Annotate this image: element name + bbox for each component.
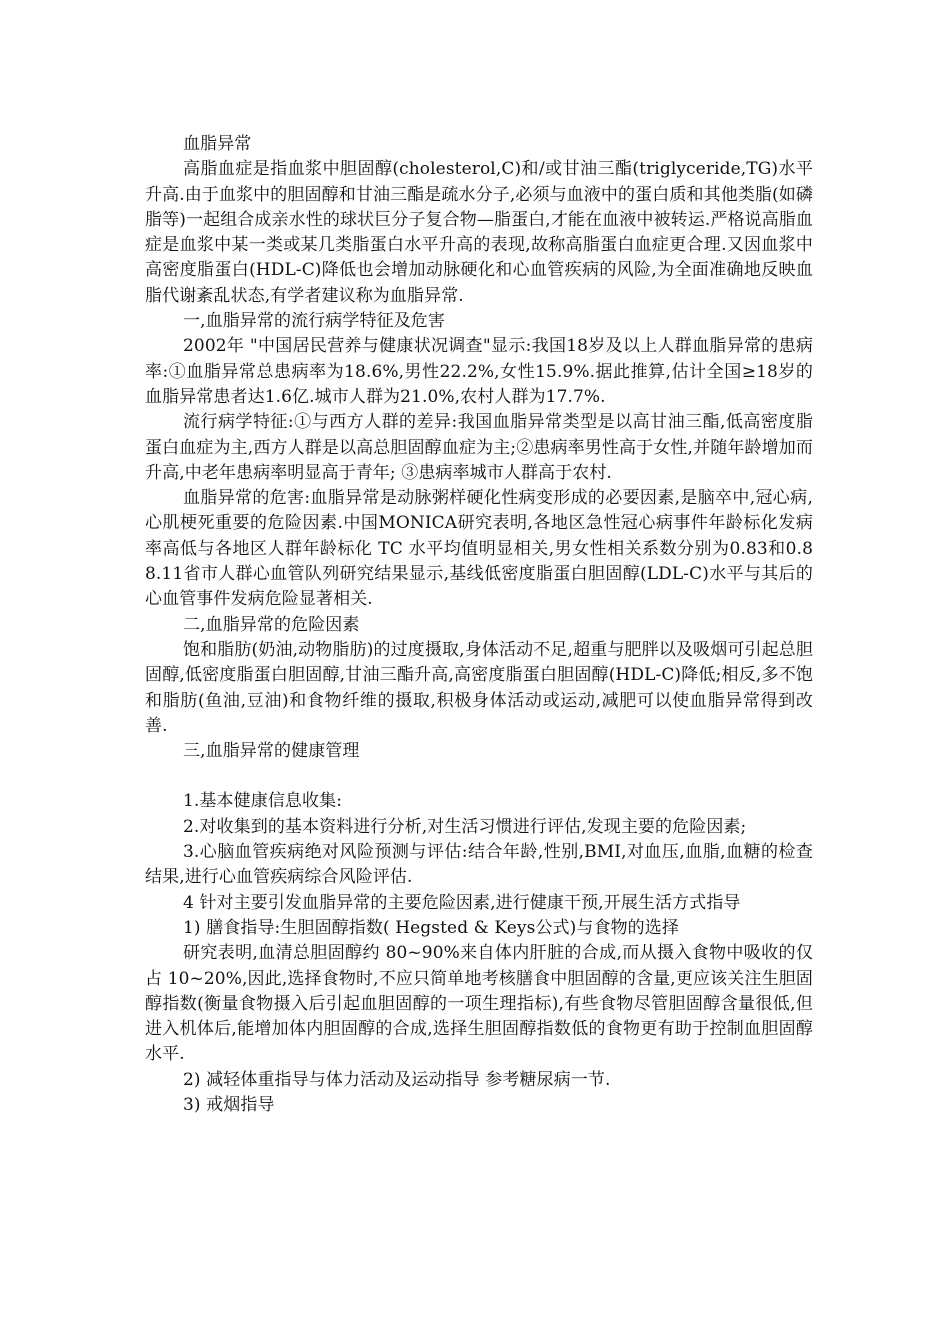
sub-item-3: 3) 戒烟指导 (183, 1094, 275, 1115)
section-1-paragraph-epidemiology: 流行病学特征:①与西方人群的差异:我国血脂异常类型是以高甘油三酯,低高密度脂蛋白血症为主,西方人群是以高总胆固醇血症为主;②患病率男性高于女性,并随年龄增加而升高,中老年患病率明显高于青年; ③患病率城市人群高于农村. (145, 412, 813, 483)
document-body (145, 132, 813, 1118)
list-item-4: 4 针对主要引发血脂异常的主要危险因素,进行健康干预,开展生活方式指导 (183, 892, 741, 913)
sub-item-2: 2) 减轻体重指导与体力活动及运动指导 参考糖尿病一节. (183, 1069, 611, 1090)
intro-paragraph: 高脂血症是指血浆中胆固醇(cholesterol,C)和/或甘油三酯(triglyceride,TG)水平升高.由于血浆中的胆固醇和甘油三酯是疏水分子,必须与血液中的蛋白质和其他类脂(如磷脂等)一起组合成亲水性的球状巨分子复合物—脂蛋白,才能在血液中被转运.严格说高脂血症是血浆中某一类或某几类脂蛋白水平升高的表现,故称高脂蛋白血症更合理.又因血浆中高密度脂蛋白(HDL-C)降低也会增加动脉硬化和心血管疾病的风险,为全面准确地反映血脂代谢紊乱状态,有学者建议称为血脂异常. (145, 159, 813, 306)
section-2-paragraph: 饱和脂肪(奶油,动物脂肪)的过度摄取,身体活动不足,超重与肥胖以及吸烟可引起总胆固醇,低密度脂蛋白胆固醇,甘油三酯升高,高密度脂蛋白胆固醇(HDL-C)降低;相反,多不饱和脂肪(鱼油,豆油)和食物纤维的摄取,积极身体活动或运动,减肥可以使血脂异常得到改善. (145, 639, 813, 736)
list-item-1: 1.基本健康信息收集: (183, 791, 343, 812)
section-1-paragraph-hazards: 血脂异常的危害:血脂异常是动脉粥样硬化性病变形成的必要因素,是脑卒中,冠心病,心肌梗死重要的危险因素.中国MONICA研究表明,各地区急性冠心病事件年龄标化发病率高低与各地区人群年龄标化 TC 水平均值明显相关,男女性相关系数分别为0.83和0.88.11省市人群心血管队列研究结果显示,基线低密度脂蛋白胆固醇(LDL-C)水平与其后的心血管事件发病危险显著相关. (145, 488, 813, 610)
sub-item-1-paragraph: 研究表明,血清总胆固醇约 80~90%来自体内肝脏的合成,而从摄入食物中吸收的仅占 10~20%,因此,选择食物时,不应只简单地考核膳食中胆固醇的含量,更应该关注生胆固醇指数(衡量食物摄入后引起血胆固醇的一项生理指标),有些食物尽管胆固醇含量很低,但进入机体后,能增加体内胆固醇的合成,选择生胆固醇指数低的食物更有助于控制血胆固醇水平. (145, 943, 813, 1065)
section-1-heading: 一,血脂异常的流行病学特征及危害 (183, 311, 446, 332)
section-2-heading: 二,血脂异常的危险因素 (183, 614, 360, 635)
list-item-3: 3.心脑血管疾病绝对风险预测与评估:结合年龄,性别,BMI,对血压,血脂,血糖的检查结果,进行心血管疾病综合风险评估. (145, 842, 813, 888)
section-1-paragraph-prevalence: 2002年 "中国居民营养与健康状况调查"显示:我国18岁及以上人群血脂异常的患病率:①血脂异常总患病率为18.6%,男性22.2%,女性15.9%.据此推算,估计全国≥18岁的血脂异常患者达1.6亿.城市人群为21.0%,农村人群为17.7%. (145, 336, 813, 407)
section-3-heading: 三,血脂异常的健康管理 (183, 741, 360, 762)
list-item-2: 2.对收集到的基本资料进行分析,对生活习惯进行评估,发现主要的危险因素; (183, 816, 747, 837)
sub-item-1: 1) 膳食指导:生胆固醇指数( Hegsted & Keys公式)与食物的选择 (183, 917, 679, 938)
document-title: 血脂异常 (183, 134, 252, 154)
blank-line (145, 764, 813, 789)
